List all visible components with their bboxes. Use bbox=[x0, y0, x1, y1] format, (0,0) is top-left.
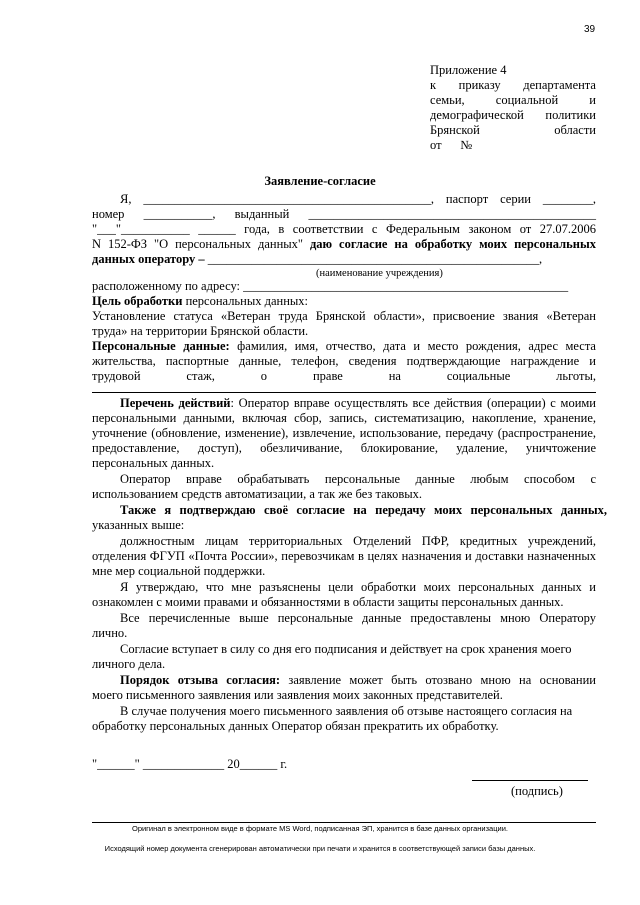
body-line-24: отделения ФГУП «Почта России», перевозчикам в целях назначения и доставки назначенных bbox=[92, 549, 596, 563]
body-line-12: жительства, паспортные данные, телефон, сведения подтверждающие награждение и bbox=[92, 354, 596, 368]
appendix-line-4 bbox=[430, 108, 596, 123]
body-line-28: Все перечисленные выше персональные данные предоставлены мною Оператору bbox=[120, 611, 596, 625]
body-line-8 bbox=[92, 294, 308, 309]
text: N 152-ФЗ "О персональных данных" bbox=[92, 237, 310, 251]
signature-line bbox=[472, 780, 588, 781]
appendix-line-5 bbox=[430, 123, 596, 138]
text: фамилия, имя, отчество, дата и место рождения, адрес места bbox=[229, 339, 596, 353]
body-line-17: предоставление, доступ), обезличивание, блокирование, удаление, уничтожение bbox=[92, 441, 596, 455]
footer-line-1: Оригинал в электронном виде в формате MS Word, подписанная ЭП, хранится в базе данных организации. bbox=[131, 824, 508, 833]
appendix-line-2 bbox=[430, 78, 596, 93]
bold-text: Порядок отзыва согласия: bbox=[120, 673, 281, 687]
fill-in-line bbox=[92, 392, 596, 393]
body-line-15: персональными данными, включая сбор, запись, систематизацию, накопление, хранение, bbox=[92, 411, 596, 425]
body-line-7: расположенному по адресу: ____________________________________________________ bbox=[92, 279, 569, 293]
word: к bbox=[430, 78, 437, 92]
footer-line-2: Исходящий номер документа сгенерирован автоматически при печати и хранится в соответствующей записи базы данных. bbox=[104, 844, 536, 853]
body-line-5 bbox=[92, 252, 542, 267]
body-line-2: номер ___________, выданный ______________________________________________ bbox=[92, 207, 596, 221]
body-line-11 bbox=[92, 339, 596, 354]
body-line-22: указанных выше: bbox=[92, 518, 185, 532]
text: : Оператор вправе осуществлять все действия (операции) с моими bbox=[230, 396, 596, 410]
body-line-26: Я утверждаю, что мне разъяснены цели обработки моих персональных данных и bbox=[120, 580, 596, 594]
body-line-29: лично. bbox=[92, 626, 128, 640]
body-line-10: труда» на территории Брянской области. bbox=[92, 324, 309, 338]
word: политики bbox=[545, 108, 596, 122]
text: заявление может быть отозвано мною на основании bbox=[280, 673, 596, 687]
bold-text: данных оператору – bbox=[92, 252, 208, 266]
bold-text: Персональные данные: bbox=[92, 339, 230, 353]
text: персональных данных: bbox=[182, 294, 309, 308]
body-line-34: В случае получения моего письменного заявления об отзыве настоящего согласия на bbox=[120, 704, 573, 718]
signature-caption: (подпись) bbox=[511, 784, 563, 798]
body-line-9: Установление статуса «Ветеран труда Брянской области», присвоение звания «Ветеран bbox=[92, 309, 596, 323]
body-line-16: уточнение (обновление, изменение), извлечение, использование, передачу (распространение, bbox=[92, 426, 596, 440]
body-line-14 bbox=[120, 396, 596, 411]
body-line-1: Я, ______________________________________________, паспорт серии ________, bbox=[120, 192, 596, 206]
body-line-18: персональных данных. bbox=[92, 456, 215, 470]
body-line-25: мне мер социальной поддержки. bbox=[92, 564, 266, 578]
bold-text: даю согласие на обработку моих персональных bbox=[309, 237, 596, 251]
body-line-19: Оператор вправе обрабатывать персональные данные любым способом с bbox=[120, 472, 596, 486]
word: социальной bbox=[495, 93, 559, 107]
word: области bbox=[554, 123, 596, 137]
body-line-4 bbox=[92, 237, 596, 252]
word: и bbox=[589, 93, 596, 107]
footer-rule bbox=[92, 822, 596, 823]
body-line-23: должностным лицам территориальных Отделений ПФР, кредитных учреждений, bbox=[120, 534, 596, 548]
bold-text: Цель обработки bbox=[92, 294, 183, 308]
body-line-20: использованием средств автоматизации, а так же без таковых. bbox=[92, 487, 423, 501]
body-line-31: личного дела. bbox=[92, 657, 166, 671]
date-line: "______" _____________ 20______ г. bbox=[92, 757, 288, 771]
appendix-line-6: от № bbox=[430, 138, 473, 152]
document-title: Заявление-согласие bbox=[264, 174, 376, 188]
body-line-3: "___"___________ ______ года, в соответствии с Федеральным законом от 27.07.2006 bbox=[92, 222, 596, 236]
body-line-13: трудовой стаж, о праве на социальные льготы, bbox=[92, 369, 596, 383]
word: семьи, bbox=[430, 93, 465, 107]
appendix-line-3 bbox=[430, 93, 596, 108]
word: приказу bbox=[458, 78, 501, 92]
word: департамента bbox=[523, 78, 596, 92]
body-line-33: моего письменного заявления или заявления моих законных представителей. bbox=[92, 688, 503, 702]
body-line-32 bbox=[120, 673, 596, 688]
page-number: 39 bbox=[584, 24, 596, 35]
body-line-27: ознакомлен с моими правами и обязанностями в области защиты персональных данных. bbox=[92, 595, 564, 609]
text: _____________________________________________________, bbox=[207, 252, 543, 266]
word: демографической bbox=[430, 108, 524, 122]
word: Брянской bbox=[430, 123, 480, 137]
appendix-line-1: Приложение 4 bbox=[430, 63, 507, 77]
institution-caption: (наименование учреждения) bbox=[316, 268, 443, 279]
body-line-21: Также я подтверждаю своё согласие на передачу моих персональных данных, bbox=[120, 503, 607, 517]
body-line-30: Согласие вступает в силу со дня его подписания и действует на срок хранения моего bbox=[120, 642, 572, 656]
body-line-35: обработку персональных данных Оператор обязан прекратить их обработку. bbox=[92, 719, 499, 733]
bold-text: Перечень действий bbox=[120, 396, 231, 410]
